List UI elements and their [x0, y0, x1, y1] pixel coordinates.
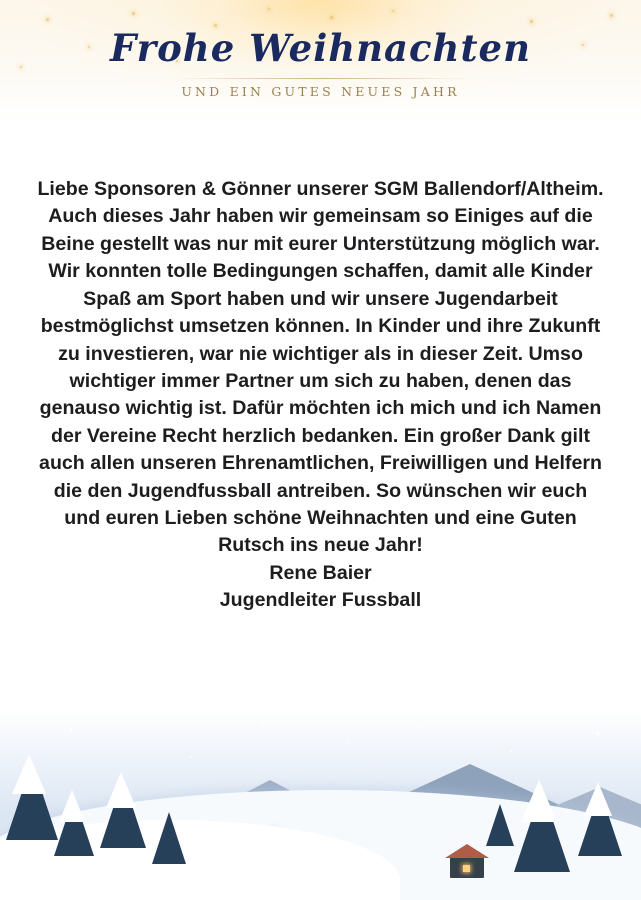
- snowflake: [70, 728, 73, 731]
- snowflake: [596, 732, 599, 735]
- sparkle-icon: [132, 12, 135, 15]
- sparkle-icon: [610, 14, 613, 17]
- banner-subtitle: UND EIN GUTES NEUES JAHR: [181, 84, 460, 99]
- letter-paragraph: Auch dieses Jahr haben wir gemeinsam so Einiges auf die Beine gestellt was nur mit eurer Unterstützung möglich war.: [41, 205, 600, 255]
- snowflake: [262, 720, 265, 723]
- sparkle-icon: [330, 16, 333, 19]
- letter-paragraph: Liebe Sponsoren & Gönner unserer SGM Ballendorf/Altheim.: [37, 178, 604, 200]
- banner-divider: [171, 78, 471, 79]
- holiday-banner: [0, 0, 641, 126]
- letter-body: [34, 176, 607, 615]
- sparkle-icon: [392, 10, 394, 12]
- pine-tree-snow: [12, 754, 46, 794]
- snowflake: [510, 750, 512, 752]
- pine-tree: [152, 812, 186, 864]
- snowflake: [420, 724, 423, 727]
- pine-tree-snow: [584, 782, 612, 816]
- pine-tree-snow: [106, 772, 136, 808]
- pine-tree-snow: [521, 780, 557, 822]
- window-light: [463, 865, 470, 872]
- pine-tree-snow: [59, 790, 85, 822]
- winter-scene-illustration: [0, 710, 641, 900]
- pine-tree: [486, 804, 514, 846]
- banner-title: Frohe Weihnachten: [110, 26, 531, 70]
- signature-role: Jugendleiter Fussball: [219, 589, 422, 612]
- snowflake: [348, 742, 350, 744]
- signature-name: Rene Baier: [269, 561, 372, 584]
- house-roof-red: [445, 844, 489, 858]
- sparkle-icon: [46, 18, 49, 21]
- letter-paragraph: Wir konnten tolle Bedingungen schaffen, damit alle Kinder Spaß am Sport haben und wir unsere Jugendarbeit bestmöglichst umsetzen können. In Kinder und ihre Zukunft zu investieren, war nie wichtiger als in dieser Zeit. Umso wichtiger immer Partner um sich zu haben, denen das genauso wichtig ist. Dafür möchten ich mich und ich Namen der Vereine Recht herzlich bedanken. Ein großer Dank gilt auch allen unseren Ehrenamtlichen, Freiwilligen und Helfern die den Jugendfussball antreiben. So wünschen wir euch und euren Lieben schöne Weihnachten und eine Guten Rutsch ins neue Jahr!: [39, 260, 602, 557]
- snowflake: [190, 756, 192, 758]
- sparkle-icon: [268, 8, 270, 10]
- sparkle-icon: [530, 20, 533, 23]
